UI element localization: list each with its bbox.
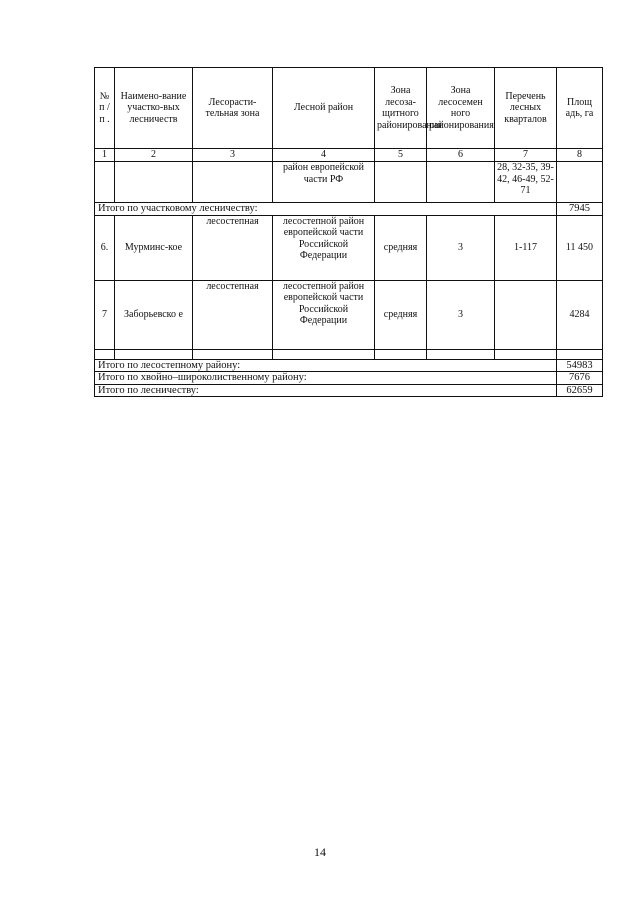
total-value: 7676: [557, 372, 603, 385]
row-zone: лесостепная: [193, 215, 273, 280]
forestry-table: [94, 67, 603, 397]
row-region: лесостепной район европейской части Российской Федерации: [273, 280, 375, 349]
cell-empty: [193, 162, 273, 203]
column-number-row: [95, 149, 603, 162]
cell-empty: [427, 162, 495, 203]
cell-empty: [95, 349, 115, 359]
cell-empty: [193, 349, 273, 359]
total-row: [95, 384, 603, 397]
subtotal-label: Итого по участковому лесничеству:: [95, 203, 557, 216]
row-name: Заборьевско е: [115, 280, 193, 349]
row-zone: лесостепная: [193, 280, 273, 349]
row-seed-zone: 3: [427, 280, 495, 349]
cell-empty: [495, 349, 557, 359]
table-row: [95, 280, 603, 349]
row-num: 6.: [95, 215, 115, 280]
total-label: Итого по лесничеству:: [95, 384, 557, 397]
column-number: 8: [557, 149, 603, 162]
header-area: Площ адь, га: [557, 68, 603, 149]
header-zone: Лесорасти-тельная зона: [193, 68, 273, 149]
continuation-region: район европейской части РФ: [273, 162, 375, 203]
cell-empty: [115, 349, 193, 359]
blank-row: [95, 349, 603, 359]
cell-empty: [557, 349, 603, 359]
row-protective-zone: средняя: [375, 280, 427, 349]
subtotal-value: 7945: [557, 203, 603, 216]
column-number: 5: [375, 149, 427, 162]
column-number: 6: [427, 149, 495, 162]
cell-empty: [557, 162, 603, 203]
cell-empty: [273, 349, 375, 359]
row-area: 4284: [557, 280, 603, 349]
continuation-row: [95, 162, 603, 203]
header-seed-zone: Зона лесосемен ного районирования: [427, 68, 495, 149]
total-label: Итого по лесостепному району:: [95, 359, 557, 372]
row-region: лесостепной район европейской части Российской Федерации: [273, 215, 375, 280]
cell-empty: [115, 162, 193, 203]
subtotal-row: [95, 203, 603, 216]
total-value: 54983: [557, 359, 603, 372]
header-num: № п / п .: [95, 68, 115, 149]
header-row: [95, 68, 603, 149]
column-number: 4: [273, 149, 375, 162]
cell-empty: [375, 162, 427, 203]
row-quarters: 1-117: [495, 215, 557, 280]
cell-empty: [95, 162, 115, 203]
header-name: Наимено-вание участко-вых лесничеств: [115, 68, 193, 149]
total-row: [95, 359, 603, 372]
total-row: [95, 372, 603, 385]
row-quarters: [495, 280, 557, 349]
total-label: Итого по хвойно–широколиственному району:: [95, 372, 557, 385]
column-number: 1: [95, 149, 115, 162]
column-number: 2: [115, 149, 193, 162]
row-num: 7: [95, 280, 115, 349]
total-value: 62659: [557, 384, 603, 397]
table-row: [95, 215, 603, 280]
continuation-quarters: 28, 32-35, 39-42, 46-49, 52-71: [495, 162, 557, 203]
row-protective-zone: средняя: [375, 215, 427, 280]
row-seed-zone: 3: [427, 215, 495, 280]
cell-empty: [375, 349, 427, 359]
header-region: Лесной район: [273, 68, 375, 149]
cell-empty: [427, 349, 495, 359]
column-number: 7: [495, 149, 557, 162]
row-name: Мурминс-кое: [115, 215, 193, 280]
header-quarters: Перечень лесных кварталов: [495, 68, 557, 149]
header-protective-zone: Зона лесоза-щитного районирования: [375, 68, 427, 149]
row-area: 11 450: [557, 215, 603, 280]
column-number: 3: [193, 149, 273, 162]
page-number: 14: [314, 845, 326, 859]
